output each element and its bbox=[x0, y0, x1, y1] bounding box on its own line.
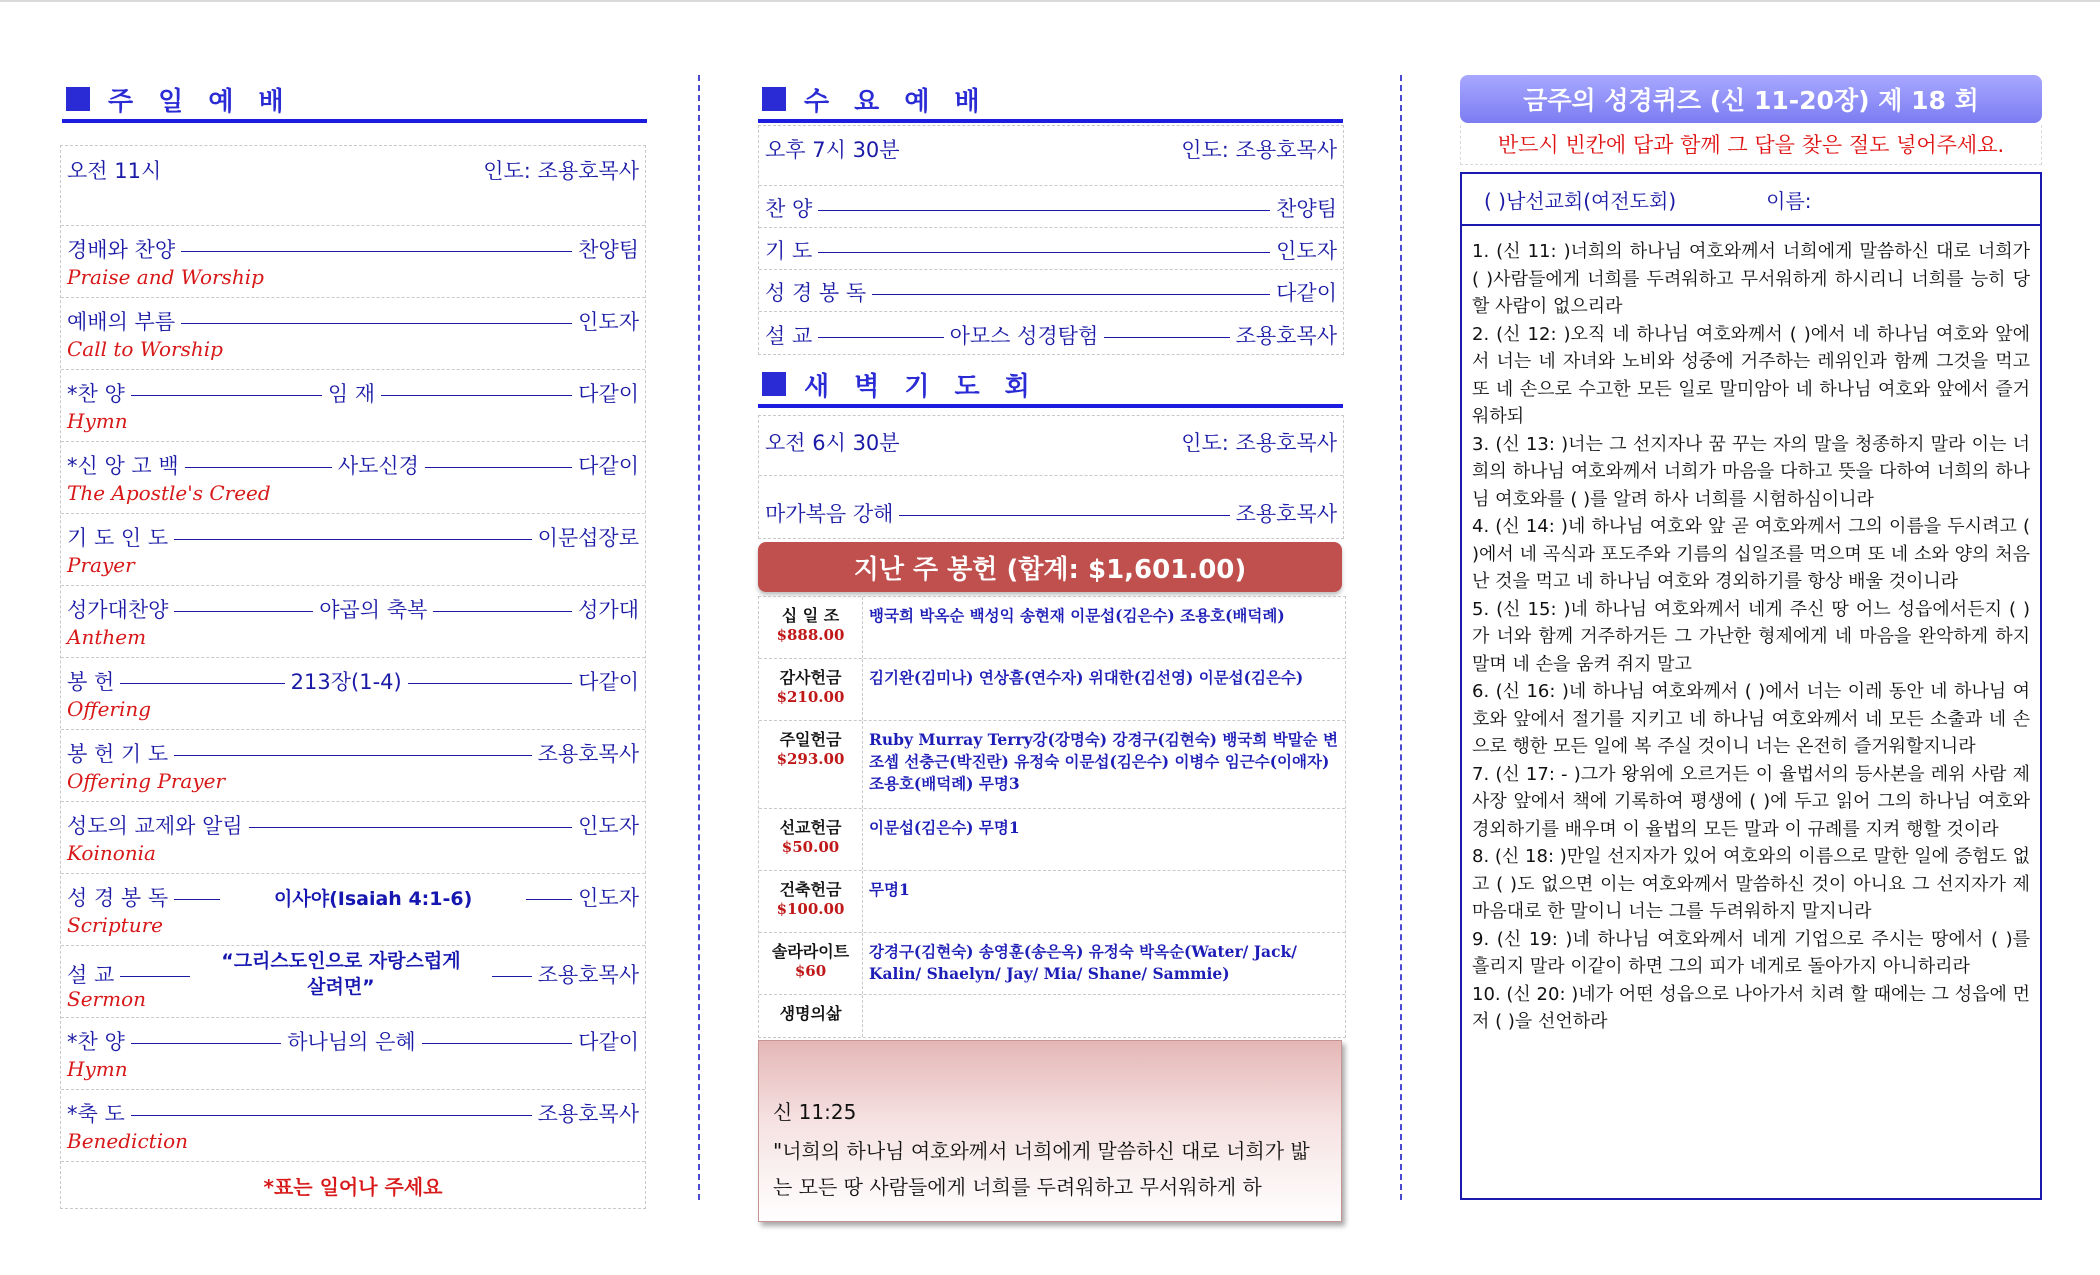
service-item bbox=[61, 1018, 645, 1090]
offering-type: 감사헌금 bbox=[779, 668, 842, 687]
service-item-label: 성 경 봉 독 bbox=[765, 281, 867, 305]
sermon-title: “그리스도인으로 자랑스럽게 살려면” bbox=[221, 950, 461, 998]
offering-row bbox=[759, 809, 1345, 871]
service-item bbox=[61, 802, 645, 874]
offering-type: 주일헌금 bbox=[779, 730, 842, 749]
service-item-label: *찬 양 bbox=[67, 382, 125, 406]
quiz-name-row bbox=[1462, 174, 2040, 226]
offering-table bbox=[758, 596, 1346, 1038]
service-item-title: 사도신경 bbox=[337, 454, 419, 478]
quiz-name-field: 이름: bbox=[1766, 188, 1812, 213]
offering-row bbox=[759, 933, 1345, 995]
offering-summary-title: 지난 주 봉헌 (합계: $1,601.00) bbox=[758, 542, 1342, 592]
offering-type: 선교헌금 bbox=[779, 818, 842, 837]
sunday-order-of-service bbox=[60, 145, 646, 1209]
service-item bbox=[61, 946, 645, 1018]
offering-row bbox=[759, 995, 1345, 1037]
service-item-label: 설 교 bbox=[67, 963, 115, 987]
service-item-english: The Apostle's Creed bbox=[67, 481, 271, 505]
service-item-person: 조용호목사 bbox=[537, 742, 639, 766]
square-bullet-icon bbox=[762, 87, 786, 111]
wednesday-order-of-service bbox=[758, 125, 1344, 355]
offering-amount: $888.00 bbox=[776, 626, 845, 644]
service-item-person: 성가대 bbox=[578, 598, 639, 622]
wednesday-service-title: 수 요 예 배 bbox=[804, 86, 988, 117]
service-item bbox=[759, 228, 1343, 270]
service-leader: 인도: 조용호목사 bbox=[1181, 138, 1337, 162]
offering-donors: Ruby Murray Terry강(강명숙) 강경구(김현숙) 뱅국희 박말순 변조셉 선충근(박진란) 유정숙 이문섭(김은수) 이병수 임근수(이애자) 조용호(배덕례) 무명3 bbox=[869, 730, 1339, 793]
offering-row bbox=[759, 597, 1345, 659]
service-time: 오후 7시 30분 bbox=[765, 138, 900, 162]
stand-note: *표는 일어나 주세요 bbox=[263, 1174, 443, 1199]
offering-amount: $210.00 bbox=[776, 688, 845, 706]
offering-row bbox=[759, 871, 1345, 933]
service-item-label: 마가복음 강해 bbox=[765, 502, 894, 526]
service-item-title: 임 재 bbox=[327, 382, 376, 406]
service-item-person: 찬양팀 bbox=[578, 238, 639, 262]
service-item-label: 봉 헌 bbox=[67, 670, 115, 694]
offering-type: 십 일 조 bbox=[781, 606, 840, 625]
offering-donors: 이문섭(김은수) 무명1 bbox=[869, 818, 1020, 837]
service-item-label: 기 도 인 도 bbox=[67, 526, 169, 550]
service-item-person: 다같이 bbox=[578, 670, 640, 694]
service-item bbox=[759, 270, 1343, 312]
service-item-title: 하나님의 은혜 bbox=[287, 1030, 416, 1054]
sunday-service-header bbox=[62, 79, 647, 123]
quiz-questions bbox=[1462, 226, 2040, 1036]
service-item-label: *신 앙 고 백 bbox=[67, 454, 179, 478]
stand-note-row bbox=[61, 1162, 645, 1208]
bible-quiz-title: 금주의 성경퀴즈 (신 11-20장) 제 18 회 bbox=[1460, 75, 2042, 123]
bible-quiz-box bbox=[1460, 172, 2042, 1200]
service-time-row bbox=[61, 146, 645, 226]
service-item-english: Offering Prayer bbox=[67, 769, 226, 793]
service-item-label: 기 도 bbox=[765, 239, 813, 263]
service-item-person: 다같이 bbox=[578, 454, 639, 478]
service-item-english: Prayer bbox=[67, 553, 135, 577]
service-item bbox=[61, 226, 645, 298]
service-item-label: 성 경 봉 독 bbox=[67, 886, 169, 910]
service-item bbox=[61, 730, 645, 802]
quiz-question: 3. (신 13: )너는 그 선지자나 꿈 꾸는 자의 말을 청종하지 말라 이는 너희의 하나님 여호와께서 너희가 마음을 다하고 뜻을 다하여 너희의 하나님 여호와를 ( )를 알려 하사 너희를 시험하심이니라 bbox=[1472, 433, 2030, 510]
quiz-question: 8. (신 18: )만일 선지자가 있어 여호와의 이름으로 말한 일에 증험도 없고 ( )도 없으면 이는 여호와께서 말씀하신 것이 아니요 그 선지자가 제 마음대로 한 말이니 너는 그를 두려워하지 말지니라 bbox=[1472, 846, 2030, 922]
service-item bbox=[759, 476, 1343, 538]
bible-quiz-instruction: 반드시 빈칸에 답과 함께 그 답을 찾은 절도 넣어주세요. bbox=[1460, 125, 2042, 165]
service-item bbox=[61, 514, 645, 586]
service-item-person: 찬양팀 bbox=[1276, 197, 1337, 221]
service-item-english: Sermon bbox=[67, 987, 146, 1011]
service-item-person: 다같이 bbox=[578, 382, 640, 406]
service-item-person: 조용호목사 bbox=[1235, 502, 1337, 526]
service-item bbox=[759, 186, 1343, 228]
service-item-label: *찬 양 bbox=[67, 1030, 125, 1054]
sunday-service-title: 주 일 예 배 bbox=[108, 86, 292, 117]
offering-donors bbox=[863, 995, 1345, 1037]
quiz-question: 4. (신 14: )네 하나님 여호와 앞 곧 여호와께서 그의 이름을 두시려고 ( )에서 네 곡식과 포도주와 기름의 십일조를 먹으며 또 네 소와 양의 처음 난 것을 먹고 네 하나님 여호와 경외하기를 항상 배울 것이니라 bbox=[1472, 516, 2030, 592]
square-bullet-icon bbox=[66, 87, 90, 111]
service-item-english: Call to Worship bbox=[67, 337, 223, 361]
service-item bbox=[61, 370, 645, 442]
weekly-verse-box bbox=[758, 1040, 1342, 1222]
service-item-label: 성가대찬양 bbox=[67, 598, 169, 622]
service-leader: 인도: 조용호목사 bbox=[483, 159, 639, 183]
offering-amount: $60 bbox=[794, 962, 827, 980]
offering-donors: 무명1 bbox=[869, 880, 910, 899]
service-item-label: 찬 양 bbox=[765, 197, 813, 221]
offering-type: 건축헌금 bbox=[779, 880, 842, 899]
offering-amount: $100.00 bbox=[776, 900, 845, 918]
service-time: 오전 6시 30분 bbox=[765, 431, 900, 455]
service-item-label: 성도의 교제와 알림 bbox=[67, 814, 243, 838]
service-item-person: 인도자 bbox=[578, 814, 639, 838]
service-item-title: 213장(1-4) bbox=[290, 670, 402, 694]
quiz-church-field: ( )남선교회(여전도회) bbox=[1484, 188, 1677, 213]
service-item-person: 인도자 bbox=[1276, 239, 1337, 263]
dawn-prayer-title: 새 벽 기 도 회 bbox=[804, 371, 1038, 402]
quiz-question: 7. (신 17: - )그가 왕위에 오르거든 이 율법서의 등사본을 레위 사람 제사장 앞에서 책에 기록하여 평생에 ( )에 두고 읽어 그의 하나님 여호와 경외하기를 배우며 이 율법의 모든 말과 이 규례를 지켜 행할 것이라 bbox=[1472, 763, 2030, 840]
service-time-row bbox=[759, 126, 1343, 186]
quiz-question: 6. (신 16: )네 하나님 여호와께서 ( )에서 너는 이레 동안 네 하나님 여호와 앞에서 절기를 지키고 네 하나님 여호와께서 네 모든 소출과 네 손으로 행한 모든 일에 복 주실 것이니 너는 온전히 즐거워할지니라 bbox=[1472, 681, 2030, 757]
service-item-title: 야곱의 축복 bbox=[319, 598, 428, 622]
offering-donors: 뱅국희 박옥순 백성익 송현재 이문섭(김은수) 조용호(배덕례) bbox=[869, 606, 1285, 625]
service-item-english: Offering bbox=[67, 697, 152, 721]
service-item-title: 아모스 성경탐험 bbox=[949, 324, 1099, 348]
service-item-person: 조용호목사 bbox=[1235, 324, 1337, 348]
service-item bbox=[61, 442, 645, 514]
service-item-person: 조용호목사 bbox=[537, 963, 639, 987]
quiz-question: 5. (신 15: )네 하나님 여호와께서 네게 주신 땅 어느 성읍에서든지 ( )가 너와 함께 거주하거든 그 가난한 형제에게 네 마음을 완악하게 하지 말며 네 손을 움켜 쥐지 말고 bbox=[1472, 598, 2030, 675]
service-item-person: 인도자 bbox=[578, 310, 639, 334]
service-item bbox=[61, 658, 645, 730]
square-bullet-icon bbox=[762, 372, 786, 396]
service-item-person: 인도자 bbox=[578, 886, 639, 910]
service-item-person: 조용호목사 bbox=[537, 1102, 639, 1126]
service-item-label: 봉 헌 기 도 bbox=[67, 742, 169, 766]
offering-type: 생명의삶 bbox=[779, 1004, 842, 1023]
service-item-english: Anthem bbox=[67, 625, 147, 649]
service-item-label: *축 도 bbox=[67, 1102, 125, 1126]
dawn-prayer-header bbox=[758, 364, 1343, 408]
service-item-label: 설 교 bbox=[765, 324, 813, 348]
verse-reference: 신 11:25 bbox=[773, 1100, 857, 1124]
service-item-person: 다같이 bbox=[1276, 281, 1337, 305]
service-item bbox=[759, 312, 1343, 354]
service-item-label: 경배와 찬양 bbox=[67, 238, 176, 262]
service-time-row bbox=[759, 416, 1343, 476]
quiz-question: 9. (신 19: )네 하나님 여호와께서 네게 기업으로 주시는 땅에서 ( )를 흘리지 말라 이같이 하면 그의 피가 네게로 돌아가지 아니하리라 bbox=[1472, 928, 2030, 977]
service-item bbox=[61, 298, 645, 370]
offering-type: 솔라라이트 bbox=[771, 942, 850, 961]
service-item-english: Praise and Worship bbox=[67, 265, 264, 289]
verse-text: "너희의 하나님 여호와께서 너희에게 말씀하신 대로 너희가 밟는 모든 땅 사람들에게 너희를 두려워하고 무서워하게 하 bbox=[773, 1139, 1310, 1199]
dawn-order-of-service bbox=[758, 415, 1344, 539]
service-item-person: 이문섭장로 bbox=[537, 526, 639, 550]
column-divider bbox=[1400, 75, 1402, 1200]
service-item bbox=[61, 586, 645, 658]
quiz-question: 1. (신 11: )너희의 하나님 여호와께서 너희에게 말씀하신 대로 너희가 ( )사람들에게 너희를 두려워하고 무서워하게 하시리니 너희를 능히 당할 사람이 없으리라 bbox=[1472, 241, 2030, 317]
service-item bbox=[61, 874, 645, 946]
service-item-label: 예배의 부름 bbox=[67, 310, 176, 334]
wednesday-service-header bbox=[758, 79, 1343, 123]
service-item-english: Hymn bbox=[67, 409, 128, 433]
offering-amount: $293.00 bbox=[776, 750, 845, 768]
offering-row bbox=[759, 659, 1345, 721]
offering-donors: 김기완(김미나) 연상흠(연수자) 위대한(김선영) 이문섭(김은수) bbox=[869, 668, 1304, 687]
offering-donors: 강경구(김현숙) 송영훈(송은옥) 유정숙 박옥순(Water/ Jack/ Kalin/ Shaelyn/ Jay/ Mia/ Shane/ Sammie) bbox=[869, 942, 1297, 983]
service-time: 오전 11시 bbox=[67, 159, 162, 183]
offering-row bbox=[759, 721, 1345, 809]
top-border-line bbox=[0, 0, 2100, 2]
service-item bbox=[61, 1090, 645, 1162]
service-leader: 인도: 조용호목사 bbox=[1181, 431, 1337, 455]
quiz-question: 2. (신 12: )오직 네 하나님 여호와께서 ( )에서 네 하나님 여호와 앞에서 너는 네 자녀와 노비와 성중에 거주하는 레위인과 함께 그것을 먹고 또 네 손으로 수고한 모든 일로 말미암아 네 하나님 여호와 앞에서 즐거워하되 bbox=[1472, 323, 2030, 427]
quiz-question: 10. (신 20: )네가 어떤 성읍으로 나아가서 치려 할 때에는 그 성읍에 먼저 ( )을 선언하라 bbox=[1472, 983, 2030, 1032]
service-item-english: Hymn bbox=[67, 1057, 128, 1081]
service-item-english: Benediction bbox=[67, 1129, 189, 1153]
offering-amount: $50.00 bbox=[781, 838, 840, 856]
scripture-reference: 이사야(Isaiah 4:1-6) bbox=[274, 887, 473, 910]
service-item-person: 다같이 bbox=[578, 1030, 640, 1054]
column-divider bbox=[698, 75, 700, 1200]
service-item-english: Scripture bbox=[67, 913, 163, 937]
service-item-english: Koinonia bbox=[67, 841, 156, 865]
